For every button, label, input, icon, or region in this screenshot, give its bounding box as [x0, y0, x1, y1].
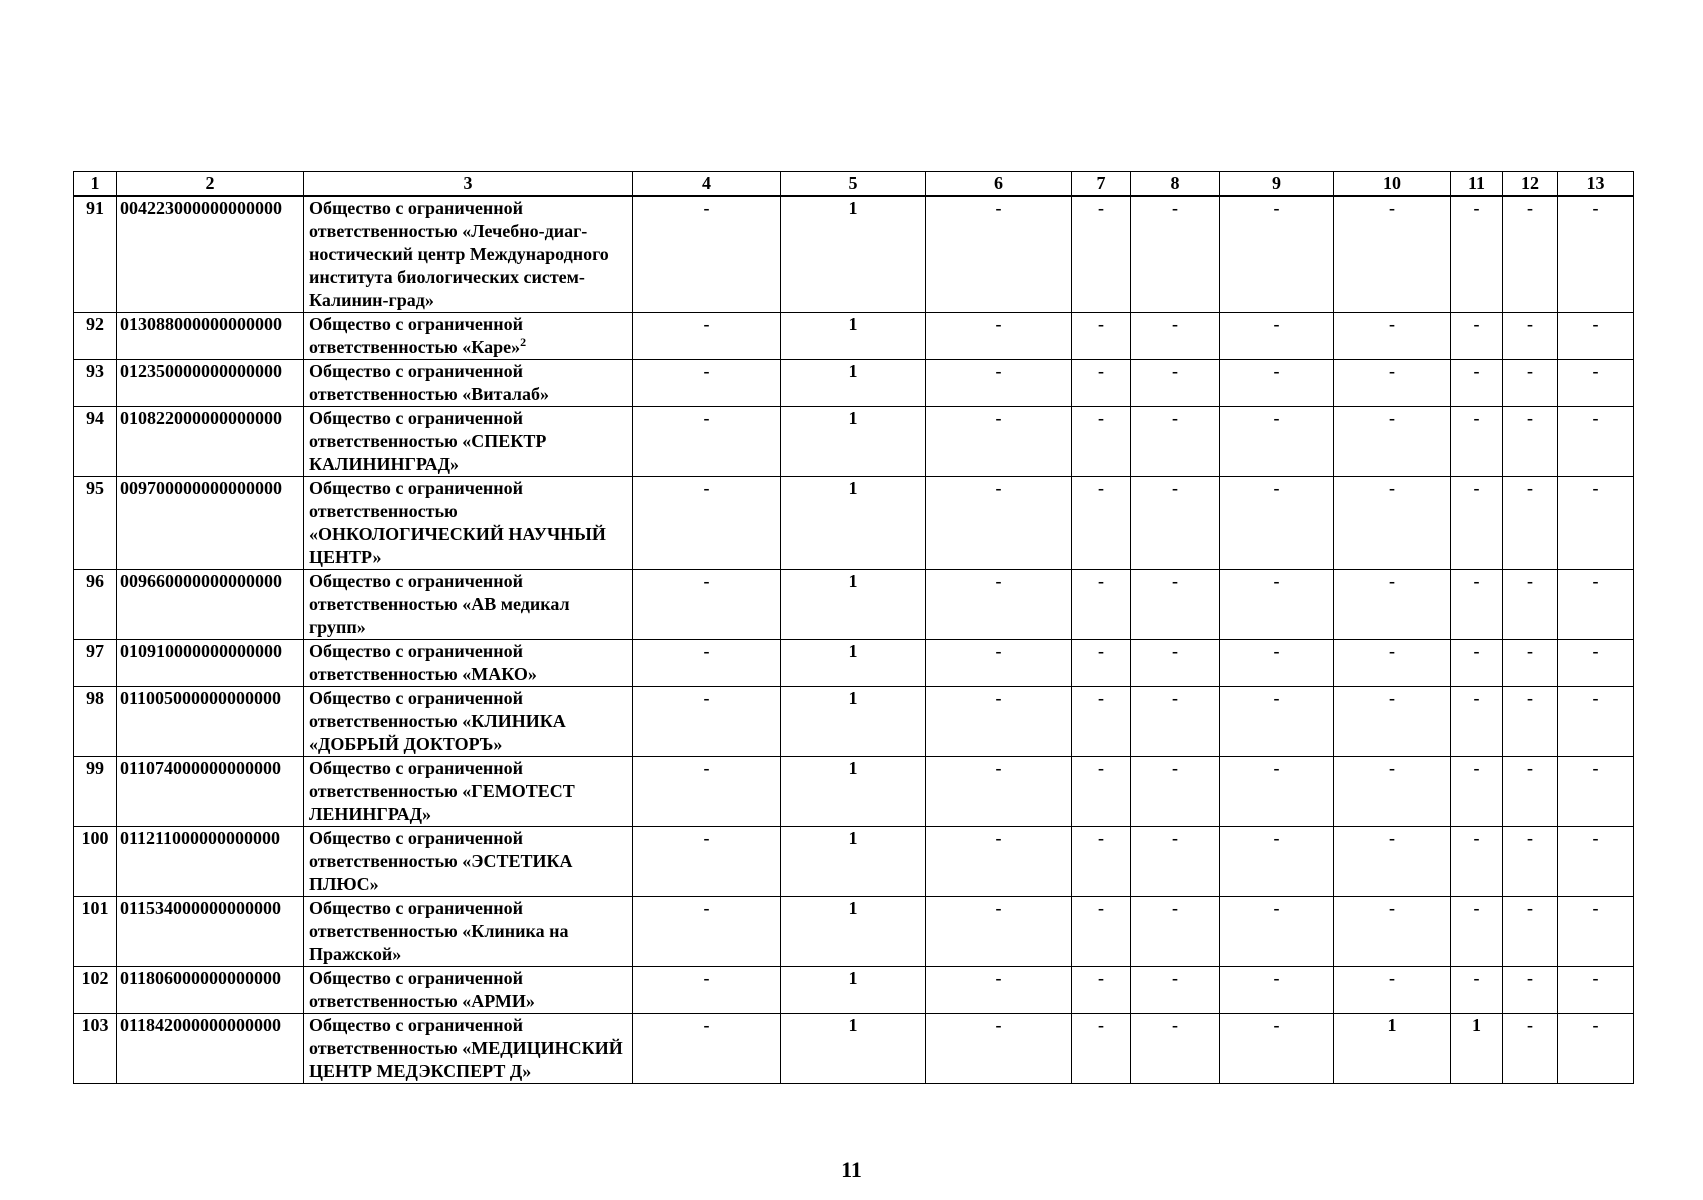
value-cell-col-7: - [1072, 360, 1131, 407]
value-cell-col-9: - [1220, 1014, 1334, 1084]
column-header-11: 11 [1451, 172, 1503, 197]
value-cell-col-6: - [926, 897, 1072, 967]
table-row [74, 477, 1634, 570]
value-cell-col-12: - [1503, 313, 1558, 360]
value-cell-col-8: - [1131, 967, 1220, 1014]
value-cell-col-5: 1 [781, 1014, 926, 1084]
organization-name-text: Общество с ограниченной ответственностью «КЛИНИКА «ДОБРЫЙ ДОКТОРЪ» [309, 688, 566, 754]
organization-code: 011534000000000000 [117, 897, 304, 967]
value-cell-col-5: 1 [781, 757, 926, 827]
value-cell-col-11: - [1451, 967, 1503, 1014]
value-cell-col-13: - [1558, 827, 1634, 897]
column-header-6: 6 [926, 172, 1072, 197]
value-cell-col-5: 1 [781, 967, 926, 1014]
value-cell-col-6: - [926, 757, 1072, 827]
table-row [74, 196, 1634, 313]
value-cell-col-12: - [1503, 570, 1558, 640]
value-cell-col-6: - [926, 407, 1072, 477]
organization-name [304, 1014, 633, 1084]
column-header-9: 9 [1220, 172, 1334, 197]
value-cell-col-10: 1 [1334, 1014, 1451, 1084]
value-cell-col-11: - [1451, 757, 1503, 827]
value-cell-col-13: - [1558, 196, 1634, 313]
row-number: 99 [74, 757, 117, 827]
value-cell-col-9: - [1220, 967, 1334, 1014]
value-cell-col-12: - [1503, 757, 1558, 827]
value-cell-col-10: - [1334, 640, 1451, 687]
row-number: 96 [74, 570, 117, 640]
table-row [74, 687, 1634, 757]
value-cell-col-4: - [633, 313, 781, 360]
row-number: 93 [74, 360, 117, 407]
value-cell-col-6: - [926, 1014, 1072, 1084]
value-cell-col-9: - [1220, 570, 1334, 640]
value-cell-col-9: - [1220, 407, 1334, 477]
value-cell-col-5: 1 [781, 196, 926, 313]
column-header-12: 12 [1503, 172, 1558, 197]
value-cell-col-6: - [926, 687, 1072, 757]
value-cell-col-11: - [1451, 827, 1503, 897]
organization-name [304, 827, 633, 897]
organization-code: 004223000000000000 [117, 196, 304, 313]
value-cell-col-6: - [926, 477, 1072, 570]
organization-name [304, 687, 633, 757]
value-cell-col-6: - [926, 640, 1072, 687]
value-cell-col-12: - [1503, 897, 1558, 967]
row-number: 101 [74, 897, 117, 967]
value-cell-col-7: - [1072, 897, 1131, 967]
value-cell-col-13: - [1558, 477, 1634, 570]
value-cell-col-9: - [1220, 196, 1334, 313]
row-number: 97 [74, 640, 117, 687]
column-header-5: 5 [781, 172, 926, 197]
value-cell-col-13: - [1558, 967, 1634, 1014]
value-cell-col-9: - [1220, 827, 1334, 897]
value-cell-col-4: - [633, 477, 781, 570]
value-cell-col-13: - [1558, 897, 1634, 967]
organization-code: 011806000000000000 [117, 967, 304, 1014]
value-cell-col-6: - [926, 313, 1072, 360]
row-number: 91 [74, 196, 117, 313]
value-cell-col-8: - [1131, 687, 1220, 757]
value-cell-col-5: 1 [781, 477, 926, 570]
organization-name-text: Общество с ограниченной ответственностью «ЭСТЕТИКА ПЛЮС» [309, 828, 573, 894]
organization-name-text: Общество с ограниченной ответственностью «Виталаб» [309, 361, 549, 404]
value-cell-col-10: - [1334, 687, 1451, 757]
row-number: 100 [74, 827, 117, 897]
value-cell-col-8: - [1131, 827, 1220, 897]
value-cell-col-10: - [1334, 897, 1451, 967]
column-header-2: 2 [117, 172, 304, 197]
row-number: 95 [74, 477, 117, 570]
value-cell-col-6: - [926, 196, 1072, 313]
organization-code: 012350000000000000 [117, 360, 304, 407]
organization-code: 010822000000000000 [117, 407, 304, 477]
value-cell-col-10: - [1334, 827, 1451, 897]
organization-name-text: Общество с ограниченной ответственностью «АВ медикал групп» [309, 571, 570, 637]
value-cell-col-11: - [1451, 360, 1503, 407]
organization-name [304, 407, 633, 477]
organization-name [304, 313, 633, 360]
value-cell-col-9: - [1220, 757, 1334, 827]
value-cell-col-6: - [926, 360, 1072, 407]
value-cell-col-10: - [1334, 313, 1451, 360]
value-cell-col-7: - [1072, 407, 1131, 477]
value-cell-col-11: 1 [1451, 1014, 1503, 1084]
organization-name-text: Общество с ограниченной ответственностью «Каре» [309, 314, 524, 357]
value-cell-col-4: - [633, 360, 781, 407]
value-cell-col-9: - [1220, 897, 1334, 967]
value-cell-col-7: - [1072, 757, 1131, 827]
table-row [74, 827, 1634, 897]
organization-name-text: Общество с ограниченной ответственностью «МЕДИЦИНСКИЙ ЦЕНТР МЕДЭКСПЕРТ Д» [309, 1015, 623, 1081]
value-cell-col-13: - [1558, 757, 1634, 827]
value-cell-col-4: - [633, 196, 781, 313]
value-cell-col-10: - [1334, 967, 1451, 1014]
row-number: 98 [74, 687, 117, 757]
column-header-13: 13 [1558, 172, 1634, 197]
value-cell-col-11: - [1451, 687, 1503, 757]
row-number: 102 [74, 967, 117, 1014]
footnote-marker: 2 [520, 335, 527, 349]
organization-code: 011211000000000000 [117, 827, 304, 897]
value-cell-col-12: - [1503, 477, 1558, 570]
organization-code: 013088000000000000 [117, 313, 304, 360]
column-header-4: 4 [633, 172, 781, 197]
value-cell-col-5: 1 [781, 640, 926, 687]
organization-name [304, 196, 633, 313]
value-cell-col-4: - [633, 967, 781, 1014]
organization-name-text: Общество с ограниченной ответственностью «Клиника на Пражской» [309, 898, 569, 964]
table-row [74, 407, 1634, 477]
column-header-7: 7 [1072, 172, 1131, 197]
value-cell-col-13: - [1558, 407, 1634, 477]
organization-name [304, 570, 633, 640]
value-cell-col-13: - [1558, 687, 1634, 757]
table-row [74, 360, 1634, 407]
value-cell-col-12: - [1503, 640, 1558, 687]
value-cell-col-11: - [1451, 640, 1503, 687]
value-cell-col-12: - [1503, 407, 1558, 477]
organization-name-text: Общество с ограниченной ответственностью «ГЕМОТЕСТ ЛЕНИНГРАД» [309, 758, 575, 824]
value-cell-col-6: - [926, 827, 1072, 897]
value-cell-col-11: - [1451, 570, 1503, 640]
organization-name-text: Общество с ограниченной ответственностью «Лечебно-диаг-ностический центр Международного института биологических систем-Калинин-град» [309, 198, 609, 310]
table-row [74, 1014, 1634, 1084]
value-cell-col-4: - [633, 570, 781, 640]
organization-name [304, 360, 633, 407]
value-cell-col-11: - [1451, 477, 1503, 570]
value-cell-col-5: 1 [781, 687, 926, 757]
value-cell-col-7: - [1072, 570, 1131, 640]
value-cell-col-10: - [1334, 757, 1451, 827]
column-header-1: 1 [74, 172, 117, 197]
value-cell-col-4: - [633, 827, 781, 897]
value-cell-col-12: - [1503, 687, 1558, 757]
value-cell-col-10: - [1334, 407, 1451, 477]
table-row [74, 313, 1634, 360]
value-cell-col-6: - [926, 967, 1072, 1014]
value-cell-col-8: - [1131, 757, 1220, 827]
value-cell-col-5: 1 [781, 827, 926, 897]
value-cell-col-10: - [1334, 196, 1451, 313]
organization-name-text: Общество с ограниченной ответственностью «МАКО» [309, 641, 537, 684]
value-cell-col-7: - [1072, 313, 1131, 360]
organization-name-text: Общество с ограниченной ответственностью «ОНКОЛОГИЧЕСКИЙ НАУЧНЫЙ ЦЕНТР» [309, 478, 606, 567]
value-cell-col-8: - [1131, 1014, 1220, 1084]
value-cell-col-7: - [1072, 967, 1131, 1014]
value-cell-col-8: - [1131, 360, 1220, 407]
value-cell-col-13: - [1558, 1014, 1634, 1084]
table-row [74, 757, 1634, 827]
value-cell-col-10: - [1334, 477, 1451, 570]
value-cell-col-7: - [1072, 1014, 1131, 1084]
value-cell-col-13: - [1558, 360, 1634, 407]
value-cell-col-12: - [1503, 196, 1558, 313]
value-cell-col-5: 1 [781, 897, 926, 967]
table-row [74, 640, 1634, 687]
value-cell-col-5: 1 [781, 360, 926, 407]
value-cell-col-10: - [1334, 570, 1451, 640]
value-cell-col-10: - [1334, 360, 1451, 407]
value-cell-col-9: - [1220, 360, 1334, 407]
table-row [74, 570, 1634, 640]
value-cell-col-4: - [633, 1014, 781, 1084]
table-body [74, 196, 1634, 1084]
value-cell-col-8: - [1131, 407, 1220, 477]
organization-name [304, 640, 633, 687]
organization-code: 011074000000000000 [117, 757, 304, 827]
value-cell-col-12: - [1503, 967, 1558, 1014]
organization-name [304, 897, 633, 967]
value-cell-col-11: - [1451, 897, 1503, 967]
value-cell-col-5: 1 [781, 407, 926, 477]
value-cell-col-13: - [1558, 313, 1634, 360]
table-row [74, 967, 1634, 1014]
header-row [74, 172, 1634, 197]
value-cell-col-11: - [1451, 407, 1503, 477]
value-cell-col-9: - [1220, 313, 1334, 360]
value-cell-col-8: - [1131, 897, 1220, 967]
value-cell-col-9: - [1220, 640, 1334, 687]
column-header-8: 8 [1131, 172, 1220, 197]
organization-code: 011005000000000000 [117, 687, 304, 757]
organization-name [304, 967, 633, 1014]
value-cell-col-4: - [633, 640, 781, 687]
row-number: 103 [74, 1014, 117, 1084]
registry-table [73, 171, 1634, 1084]
value-cell-col-9: - [1220, 687, 1334, 757]
value-cell-col-7: - [1072, 640, 1131, 687]
value-cell-col-12: - [1503, 1014, 1558, 1084]
value-cell-col-5: 1 [781, 313, 926, 360]
value-cell-col-7: - [1072, 687, 1131, 757]
value-cell-col-4: - [633, 687, 781, 757]
value-cell-col-7: - [1072, 196, 1131, 313]
column-header-3: 3 [304, 172, 633, 197]
organization-code: 009700000000000000 [117, 477, 304, 570]
value-cell-col-7: - [1072, 827, 1131, 897]
value-cell-col-8: - [1131, 477, 1220, 570]
value-cell-col-11: - [1451, 196, 1503, 313]
value-cell-col-12: - [1503, 360, 1558, 407]
value-cell-col-8: - [1131, 313, 1220, 360]
value-cell-col-11: - [1451, 313, 1503, 360]
row-number: 92 [74, 313, 117, 360]
table-row [74, 897, 1634, 967]
value-cell-col-8: - [1131, 196, 1220, 313]
value-cell-col-12: - [1503, 827, 1558, 897]
organization-name-text: Общество с ограниченной ответственностью «АРМИ» [309, 968, 535, 1011]
organization-code: 011842000000000000 [117, 1014, 304, 1084]
organization-code: 009660000000000000 [117, 570, 304, 640]
value-cell-col-8: - [1131, 640, 1220, 687]
value-cell-col-9: - [1220, 477, 1334, 570]
organization-name [304, 757, 633, 827]
column-header-10: 10 [1334, 172, 1451, 197]
value-cell-col-8: - [1131, 570, 1220, 640]
organization-name-text: Общество с ограниченной ответственностью «СПЕКТР КАЛИНИНГРАД» [309, 408, 547, 474]
value-cell-col-13: - [1558, 640, 1634, 687]
value-cell-col-4: - [633, 757, 781, 827]
page-number: 11 [841, 1157, 862, 1182]
value-cell-col-7: - [1072, 477, 1131, 570]
value-cell-col-4: - [633, 407, 781, 477]
value-cell-col-13: - [1558, 570, 1634, 640]
value-cell-col-5: 1 [781, 570, 926, 640]
organization-code: 010910000000000000 [117, 640, 304, 687]
row-number: 94 [74, 407, 117, 477]
organization-name [304, 477, 633, 570]
value-cell-col-6: - [926, 570, 1072, 640]
value-cell-col-4: - [633, 897, 781, 967]
